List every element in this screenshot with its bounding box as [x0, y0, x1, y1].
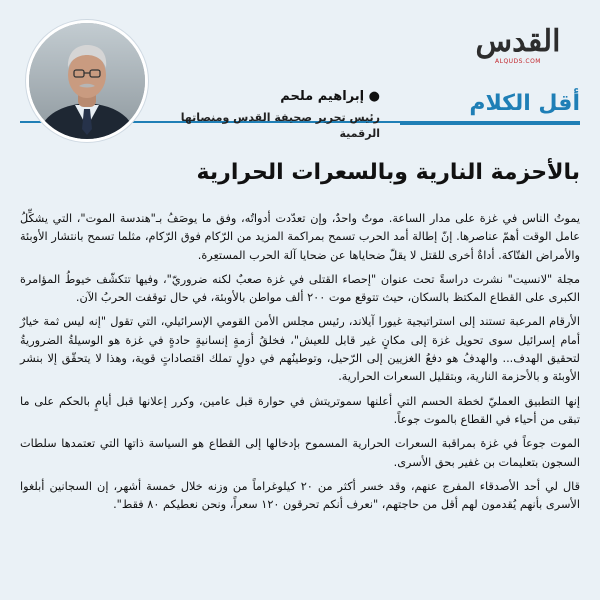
- author-name: إبراهيم ملحم: [280, 89, 365, 104]
- article-paragraph: يموتُ الناس في غزة على مدار الساعة. موتٌ واحدٌ، وإن تعدّدت أدواتُه، وفق ما يوصَفُ بـ"هندسة الموت"، التي يشكِّلُ عامل الوقت أهمّ عناصرها. إنّ إطالة أمد الحرب تسمح بمراكمة المزيد من الرّكام فوق الرّكام، مثلما تسمح بانتشار الأوبئة والأمراض الفتّاكة. أداةٌ أخرى للقتل لا يقلّ ضحاياها عن ضحايا آلة الحرب المستعِرة.: [20, 212, 580, 262]
- author-portrait-icon: [29, 23, 145, 139]
- article-paragraph: الأرقام المرعبة تستند إلى استراتيجية غيورا آيلاند، رئيس مجلس الأمن القومي الإسرائيلي، التي تقول "إنه ليس ثمة خيارٌ أمام إسرائيل سوى تحويل غزة إلى مكانٍ غير قابل للعيش"، فخلقُ أزمةٍ إنسانيةٍ حادةٍ في غزة هو الوسيلةُ الضروريةُ لتحقيق الهدف... والهدفُ هو دفعُ الغزيين إلى الرّحيل، وتوطينُهم في دولٍ تملك اقتصاداتٍ قوية، وهذا لا يتحقّق إلا بنشر الأوبئة و بالأحزمة النارية، وبتقليل السعرات الحرارية.: [20, 315, 580, 384]
- column-title: أقل الكلام: [469, 91, 580, 116]
- article-paragraph: إنها التطبيق العمليّ لخطة الحسم التي أعلنها سموتريتش في حوارة قبل عامين، وكرر إعلانها قبل أيامٍ بالحكم على ما تبقى من أحياء في القطاع بالموت جوعاً.: [20, 394, 580, 426]
- logo-url: ALQUDS.COM: [495, 58, 541, 65]
- author-block: [150, 88, 380, 142]
- article-paragraph: قال لي أحد الأصدقاء المفرج عنهم، وقد خسر أكثر من ٢٠ كيلوغراماً من وزنه خلال خمسة أشهر، إن السجانين أبلغوا الأسرى بأنهم يُقدمون لهم أقل من حاجتهم، "نعرف أنكم تحرقون ١٢٠ سعراً، ونحن نعطيكم ٨٠ فقط".: [20, 479, 580, 512]
- bullet-icon: ●: [368, 89, 380, 104]
- article-paragraph: الموت جوعاً في غزة بمراقبة السعرات الحرارية المسموح بإدخالها إلى القطاع هو السياسة ذاتها التي تعتمدها سلطات السجون بتعليمات بن غفير بحق الأسرى.: [20, 437, 580, 469]
- article-body: [20, 210, 580, 520]
- author-role: رئيس تحرير صحيفة القدس ومنصاتها الرقمية: [180, 111, 380, 140]
- logo-wordmark: القدس: [475, 24, 561, 59]
- newspaper-logo[interactable]: [462, 26, 574, 70]
- article-headline: بالأحزمة النارية وبالسعرات الحرارية: [196, 160, 580, 185]
- article-paragraph: مجلة "لانسيت" نشرت دراسةً تحت عنوان "إحصاء القتلى في غزة صعبٌ لكنه ضروريّ"، وفيها تتكشّف خيوطُ المؤامرة الكبرى على القطاع المكتظ بالسكان، حيث تتوقع موت ٢٠٠ ألف مواطن بالأوبئة، في حال توقفت الحربُ الآن.: [20, 272, 580, 305]
- author-avatar: [26, 20, 148, 142]
- author-name-line: [150, 88, 380, 106]
